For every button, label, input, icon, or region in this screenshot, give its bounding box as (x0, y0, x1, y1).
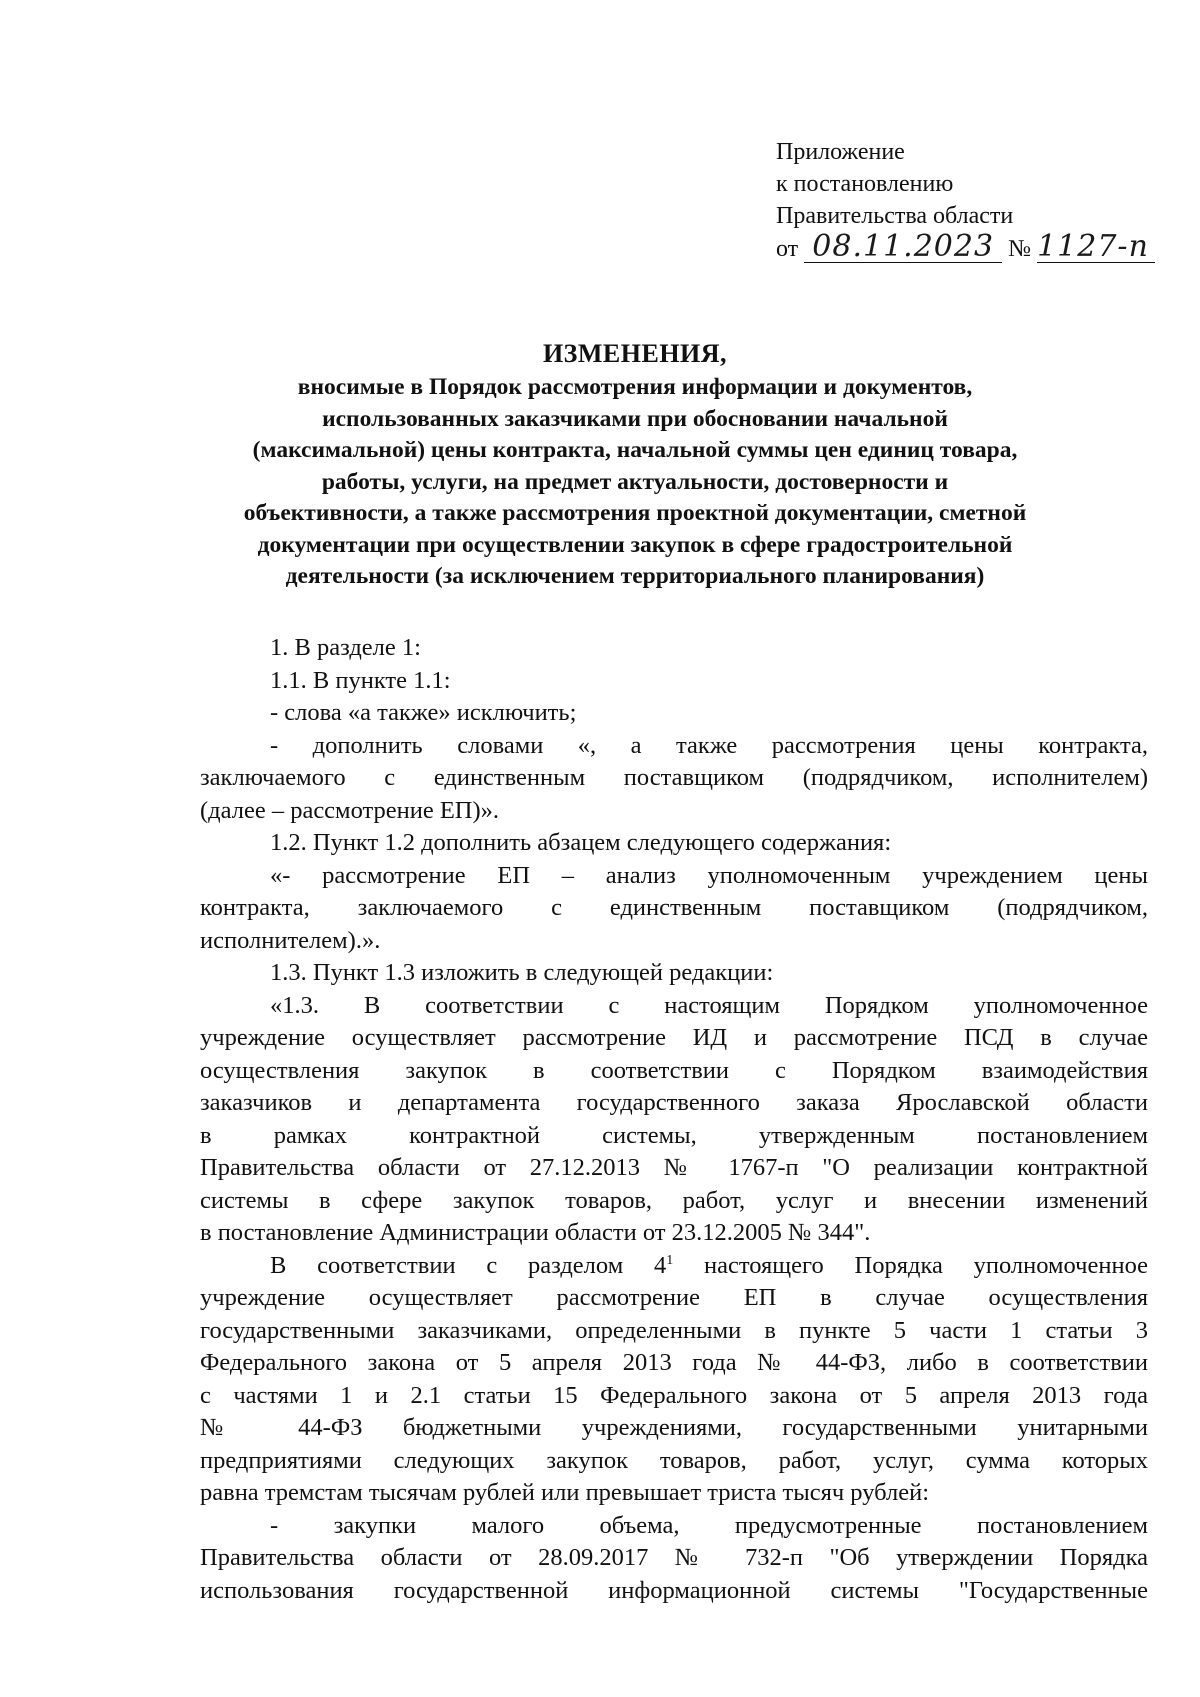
appendix-header (776, 136, 1176, 268)
body-line: № 44-ФЗ бюджетными учреждениями, государственными унитарными (200, 1414, 1148, 1441)
subtitle-line: документации при осуществлении закупок в сфере градостроительной (257, 531, 1013, 558)
subtitle-line: работы, услуги, на предмет актуальности, достоверности и (321, 468, 949, 495)
document-subtitle (195, 372, 1075, 593)
body-line: - слова «а также» исключить; (270, 699, 577, 726)
from-label: от (776, 236, 799, 262)
body-line: контракта, заключаемого с единственным поставщиком (подрядчиком, (200, 894, 1148, 921)
handwritten-number: 1127-п (1037, 232, 1155, 263)
body-line: заказчиков и департамента государственного заказа Ярославской области (200, 1089, 1148, 1116)
subtitle-line: объективности, а также рассмотрения проектной документации, сметной (243, 500, 1027, 526)
date-number-line (776, 229, 1176, 268)
appendix-label: Приложение (776, 139, 905, 165)
body-line: предприятиями следующих закупок товаров, работ, услуг, сумма которых (200, 1446, 1148, 1474)
body-line: «1.3. В соответствии с настоящим Порядком уполномоченное (270, 991, 1148, 1019)
body-line: с частями 1 и 2.1 статьи 15 Федерального закона от 5 апреля 2013 года (200, 1381, 1148, 1409)
body-line: - дополнить словами «, а также рассмотрения цены контракта, (270, 731, 1148, 759)
subtitle-line: использованных заказчиками при обосновании начальной (322, 405, 948, 432)
government-ref: Правительства области (776, 203, 1014, 229)
subtitle-line: вносимые в Порядок рассмотрения информации и документов, (297, 374, 973, 400)
resolution-ref: к постановлению (776, 171, 954, 197)
document-title: ИЗМЕНЕНИЯ, (542, 339, 728, 368)
body-line: - закупки малого объема, предусмотренные постановлением (270, 1511, 1148, 1539)
body-line: учреждение осуществляет рассмотрение ЕП в случае осуществления (200, 1284, 1148, 1311)
body-line: в постановление Администрации области от 23.12.2005 № 344". (200, 1219, 871, 1246)
body-line: равна тремстам тысячам рублей или превышает триста тысяч рублей: (200, 1479, 930, 1506)
body-text-fragment: В соответствии с разделом 4 (270, 1251, 667, 1279)
body-line (200, 1250, 1148, 1283)
body-line: Федерального закона от 5 апреля 2013 года № 44-ФЗ, либо в соответствии (200, 1349, 1148, 1376)
body-line: 1.2. Пункт 1.2 дополнить абзацем следующего содержания: (270, 829, 892, 856)
body-line: 1. В разделе 1: (270, 634, 421, 661)
number-sign: № (1008, 236, 1032, 262)
subtitle-line: деятельности (за исключением территориального планирования) (285, 563, 985, 589)
superscript: 1 (666, 1252, 674, 1268)
body-line: использования государственной информационной системы "Государственные (200, 1576, 1148, 1604)
body-line: осуществления закупок в соответствии с Порядком взаимодействия (200, 1056, 1148, 1084)
body-line: учреждение осуществляет рассмотрение ИД и рассмотрение ПСД в случае (200, 1024, 1148, 1051)
handwritten-date: 08.11.2023 (804, 232, 1002, 263)
body-line: (далее – рассмотрение ЕП)». (200, 796, 500, 824)
body-line: Правительства области от 27.12.2013 № 1767-п "О реализации контрактной (200, 1154, 1148, 1181)
body-line: государственными заказчиками, определенными в пункте 5 части 1 статьи 3 (200, 1316, 1148, 1344)
body-line: 1.3. Пункт 1.3 изложить в следующей редакции: (270, 959, 774, 986)
body-line: 1.1. В пункте 1.1: (270, 666, 451, 694)
document-body (200, 632, 1148, 1607)
body-line: системы в сфере закупок товаров, работ, услуг и внесении изменений (200, 1186, 1148, 1214)
body-line: «- рассмотрение ЕП – анализ уполномоченным учреждением цены (270, 861, 1148, 889)
body-line: заключаемого с единственным поставщиком (подрядчиком, исполнителем) (200, 764, 1148, 791)
body-line: в рамках контрактной системы, утвержденным постановлением (200, 1121, 1148, 1149)
body-text-fragment: настоящего Порядка уполномоченное (673, 1251, 1148, 1279)
body-line: Правительства области от 28.09.2017 № 732-п "Об утверждении Порядка (200, 1544, 1148, 1571)
subtitle-line: (максимальной) цены контракта, начальной суммы цен единиц товара, (252, 437, 1018, 463)
body-line: исполнителем).». (200, 926, 381, 954)
